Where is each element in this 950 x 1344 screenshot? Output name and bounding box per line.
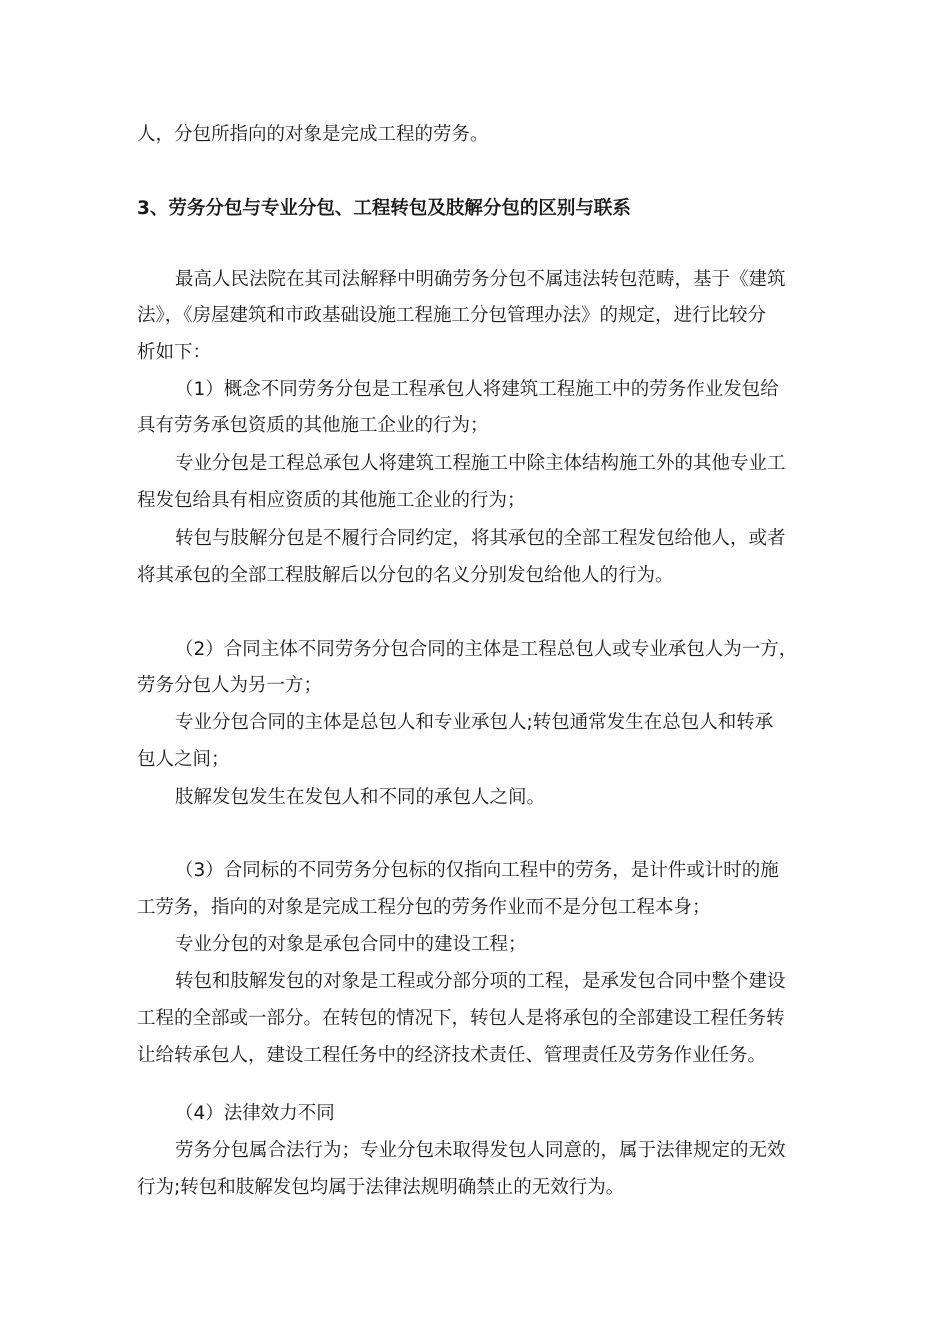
text-line: 析如下： (137, 342, 212, 363)
text-line: 法》，《房屋建筑和市政基础设施工程施工分包管理办法》的规定，进行比较分 (137, 305, 767, 326)
text-line: 专业分包合同的主体是总包人和专业承包人;转包通常发生在总包人和转承 (175, 712, 774, 733)
text-line: （1）概念不同劳务分包是工程承包人将建筑工程施工中的劳务作业发包给 (175, 379, 779, 400)
text-line: 转包和肢解发包的对象是工程或分部分项的工程，是承发包合同中整个建设 (175, 971, 786, 992)
text-line: 劳务分包属合法行为；专业分包未取得发包人同意的，属于法律规定的无效 (175, 1140, 786, 1161)
text-line: 行为;转包和肢解发包均属于法律法规明确禁止的无效行为。 (137, 1177, 625, 1198)
text-line: 包人之间； (137, 749, 230, 770)
section-heading: 3、劳务分包与专业分包、工程转包及肢解分包的区别与联系 (137, 198, 631, 219)
text-line: 肢解发包发生在发包人和不同的承包人之间。 (175, 787, 546, 808)
text-line: 工程的全部或一部分。在转包的情况下，转包人是将承包的全部建设工程任务转 (137, 1008, 785, 1029)
text-line: （3）合同标的不同劳务分包标的仅指向工程中的劳务，是计件或计时的施 (175, 860, 779, 881)
text-line: 人，分包所指向的对象是完成工程的劳务。 (137, 124, 489, 145)
text-line: （2）合同主体不同劳务分包合同的主体是工程总包人或专业承包人为一方， (175, 639, 798, 660)
text-line: 工劳务，指向的对象是完成工程分包的劳务作业而不是分包工程本身； (137, 897, 711, 918)
text-line: 将其承包的全部工程肢解后以分包的名义分别发包给他人的行为。 (137, 565, 674, 586)
text-line: 最高人民法院在其司法解释中明确劳务分包不属违法转包范畴，基于《建筑 (175, 269, 786, 290)
text-line: 劳务分包人为另一方； (137, 675, 323, 696)
text-line: （4）法律效力不同 (175, 1103, 335, 1124)
text-line: 让给转承包人，建设工程任务中的经济技术责任、管理责任及劳务作业任务。 (137, 1045, 767, 1066)
text-line: 具有劳务承包资质的其他施工企业的行为； (137, 415, 489, 436)
text-line: 专业分包的对象是承包合同中的建设工程； (175, 934, 527, 955)
text-line: 转包与肢解分包是不履行合同约定，将其承包的全部工程发包给他人，或者 (175, 528, 786, 549)
text-line: 程发包给具有相应资质的其他施工企业的行为； (137, 490, 526, 511)
text-line: 专业分包是工程总承包人将建筑工程施工中除主体结构施工外的其他专业工 (175, 453, 786, 474)
